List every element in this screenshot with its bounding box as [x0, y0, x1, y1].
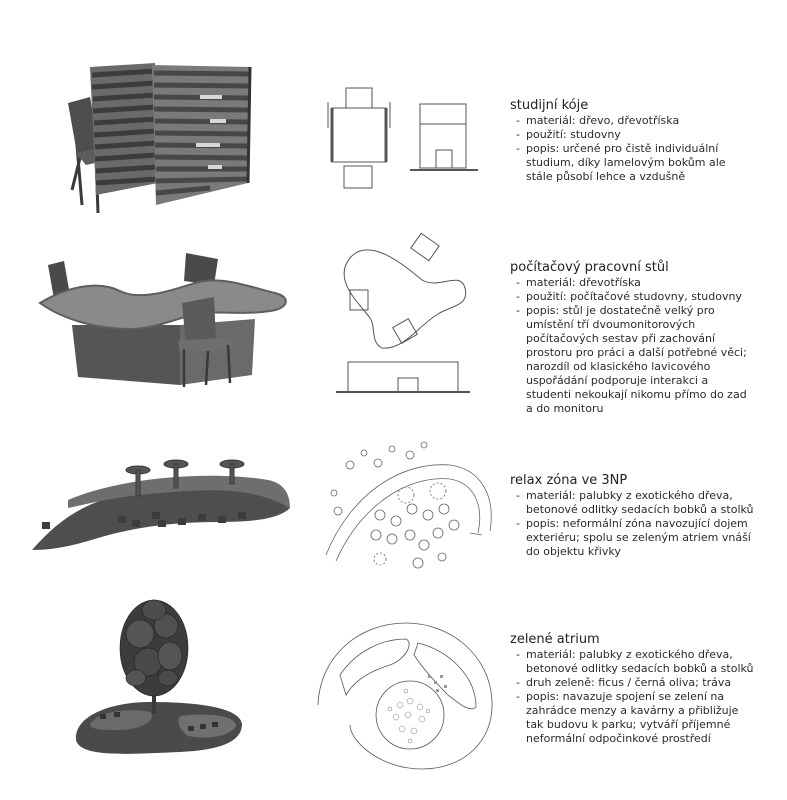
spec-list — [510, 489, 756, 559]
section-computer-desk — [510, 260, 751, 416]
green-atrium-render — [70, 590, 250, 770]
study-carrel-render — [60, 55, 270, 220]
spec-item: - použití: počítačové studovny, studovny — [516, 290, 751, 304]
spec-item: - popis: stůl je dostatečně velký pro umístění tří dvoumonitorových počítačových sestav při zachování prostoru pro práci a další potřebné věci; narozdíl od klasického lavicového uspořádání podporuje interakci a studenti nekoukají nikomu přímo do zad a do monitoru — [516, 304, 751, 416]
section-study-carrel — [510, 98, 746, 184]
spec-item: - popis: navazuje spojení se zelení na zahrádce menzy a kavárny a přibližuje tak budovu k parku; vytváří příjemné neformální odpočinkové prostředí — [516, 690, 756, 746]
spec-item: - materiál: dřevo, dřevotříska — [516, 114, 746, 128]
relax-zone-render — [28, 450, 298, 560]
spec-list — [510, 648, 756, 746]
section-title: zelené atrium — [510, 632, 600, 647]
green-atrium-plan — [310, 615, 500, 775]
relax-zone-plan — [320, 435, 500, 585]
section-green-atrium — [510, 632, 756, 746]
spec-item: - použití: studovny — [516, 128, 746, 142]
computer-desk-render — [30, 245, 300, 395]
spec-item: - materiál: palubky z exotického dřeva, betonové odlitky sedacích bobků a stolků — [516, 489, 756, 517]
spec-item: - popis: určené pro čistě individuální studium, díky lamelovým bokům ale stále působí lehce a vzdušně — [516, 142, 746, 184]
section-title: studijní kóje — [510, 98, 589, 113]
spec-item: - materiál: dřevotříska — [516, 276, 751, 290]
computer-desk-plan — [330, 230, 490, 405]
section-title: počítačový pracovní stůl — [510, 260, 669, 275]
study-carrel-plan — [320, 80, 490, 195]
spec-item: - druh zeleně: ficus / černá oliva; tráva — [516, 676, 756, 690]
spec-item: - popis: neformální zóna navozující dojem exteriéru; spolu se zeleným atriem vnáší do objektu křivky — [516, 517, 756, 559]
section-relax-zone — [510, 473, 756, 559]
section-title: relax zóna ve 3NP — [510, 473, 628, 488]
spec-item: - materiál: palubky z exotického dřeva, betonové odlitky sedacích bobků a stolků — [516, 648, 756, 676]
spec-list — [510, 276, 751, 416]
spec-list — [510, 114, 746, 184]
